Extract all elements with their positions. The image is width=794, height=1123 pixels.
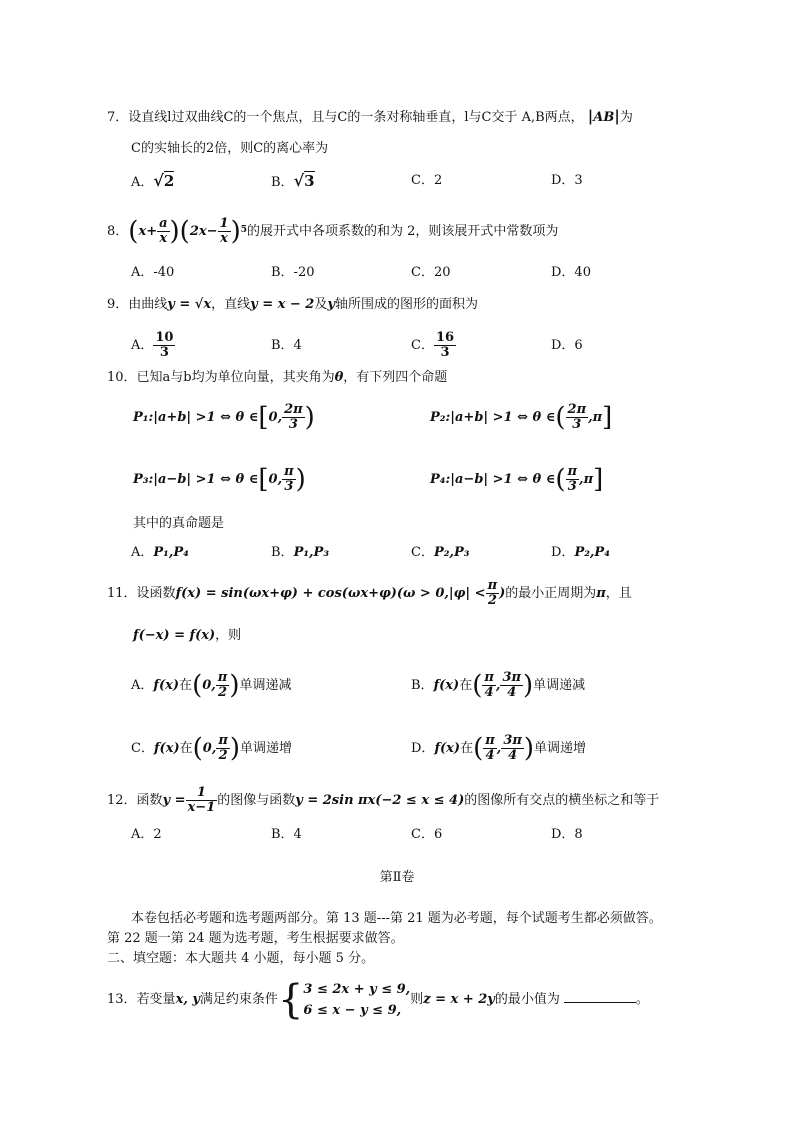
q10-p4: P₄:|a−b| >1 ⇔ θ ∈( $\frac{\pi}{3}$ ,π] [430, 463, 604, 495]
q7-option-d: D．3 [551, 173, 583, 188]
section-para2: 第 22 题一第 24 题为选考题，考生根据要求做答。 [107, 931, 404, 946]
q12-option-d: D．8 [551, 827, 583, 842]
q8-number: 8． [107, 224, 129, 239]
q9-option-b: B．4 [271, 338, 302, 353]
q10-p2: P₂:|a+b| >1 ⇔ θ ∈( $\frac{2\pi}{3}$ ,π] [430, 401, 613, 433]
q11-option-d: D．f(x)在( $\frac{\pi}{4}$ , $\frac{3\pi}{4}$ )单调递增 [411, 732, 587, 764]
q10-option-c: C．P₂,P₃ [411, 545, 470, 560]
q9-option-a: A． $\frac{10}{3}$ [131, 329, 174, 360]
q8-text: 的展开式中各项系数的和为 2，则该展开式中常数项为 [247, 224, 559, 239]
q8-line: 8．(x+ $\frac{a}{x}$ )(2x− $\frac{1}{x}$ )$^5$的展开式中各项系数的和为 2，则该展开式中常数项为 [107, 215, 559, 247]
q7-option-b: B．√3 [271, 171, 315, 190]
answer-blank [564, 990, 636, 1003]
q9-option-c: C． $\frac{16}{3}$ [411, 329, 455, 360]
q11-option-b: B．f(x)在( $\frac{\pi}{4}$ , $\frac{3\pi}{4}$ )单调递减 [411, 669, 586, 701]
q10-option-a: A．P₁,P₄ [131, 545, 189, 560]
q10-line: 10．已知a与b均为单位向量，其夹角为θ，有下列四个命题 [107, 370, 448, 385]
q7-number: 7． [107, 110, 129, 125]
q9-line: 9．由曲线y = √x，直线y = x − 2及y轴所围成的图形的面积为 [107, 297, 478, 312]
section-title: 第Ⅱ卷 [379, 870, 415, 885]
q7-ab: AB [593, 110, 615, 125]
section-para1: 本卷包括必考题和选考题两部分。第 13 题---第 21 题为必考题，每个试题考生都必须做答。 [131, 911, 662, 926]
q11-option-c: C．f(x)在(0, $\frac{\pi}{2}$ )单调递增 [131, 732, 293, 764]
q12-option-b: B．4 [271, 827, 302, 842]
q11-line2: f(−x) = f(x)，则 [133, 628, 242, 643]
q13-line: 13．若变量x, y满足约束条件{ 3 ≤ 2x + y ≤ 9, 6 ≤ x − y ≤ 9, 则z = x + 2y的最小值为 。 [107, 976, 649, 1023]
q8-option-d: D．40 [551, 265, 591, 280]
q12-option-a: A．2 [131, 827, 162, 842]
q12-option-c: C．6 [411, 827, 443, 842]
q10-option-b: B．P₁,P₃ [271, 545, 330, 560]
q11-option-a: A．f(x)在(0, $\frac{\pi}{2}$ )单调递减 [131, 669, 292, 701]
q7-option-a: A．√2 [131, 171, 175, 190]
q10-p3: P₃:|a−b| >1 ⇔ θ ∈[0, $\frac{\pi}{3}$ ) [133, 463, 306, 495]
q8-option-a: A．-40 [131, 265, 175, 280]
q10-option-d: D．P₂,P₄ [551, 545, 610, 560]
q7-option-c: C．2 [411, 173, 443, 188]
q12-line: 12．函数y = $\frac{1}{x-1}$ 的图像与函数y = 2sin πx(−2 ≤ x ≤ 4)的图像所有交点的横坐标之和等于 [107, 784, 660, 815]
q8-option-c: C．20 [411, 265, 451, 280]
q8-option-b: B．-20 [271, 265, 315, 280]
q11-line1: 11．设函数f(x) = sin(ωx+φ) + cos(ωx+φ)(ω > 0,|φ| < $\frac{\pi}{2}$ )的最小正周期为π，且 [107, 577, 632, 608]
q10-p1: P₁:|a+b| >1 ⇔ θ ∈[0, $\frac{2\pi}{3}$ ) [133, 401, 315, 433]
q7-line2: C的实轴长的2倍，则C的离心率为 [131, 141, 329, 156]
q7-text: 设直线l过双曲线C的一个焦点，且与C的一条对称轴垂直，l与C交于 A,B两点， [128, 110, 584, 125]
q10-tail: 其中的真命题是 [133, 516, 225, 531]
q7-line1: 7．设直线l过双曲线C的一个焦点，且与C的一条对称轴垂直，l与C交于 A,B两点， |AB|为 [107, 107, 633, 125]
fill-blank-heading: 二、填空题：本大题共 4 小题，每小题 5 分。 [107, 951, 375, 966]
q9-option-d: D．6 [551, 338, 583, 353]
